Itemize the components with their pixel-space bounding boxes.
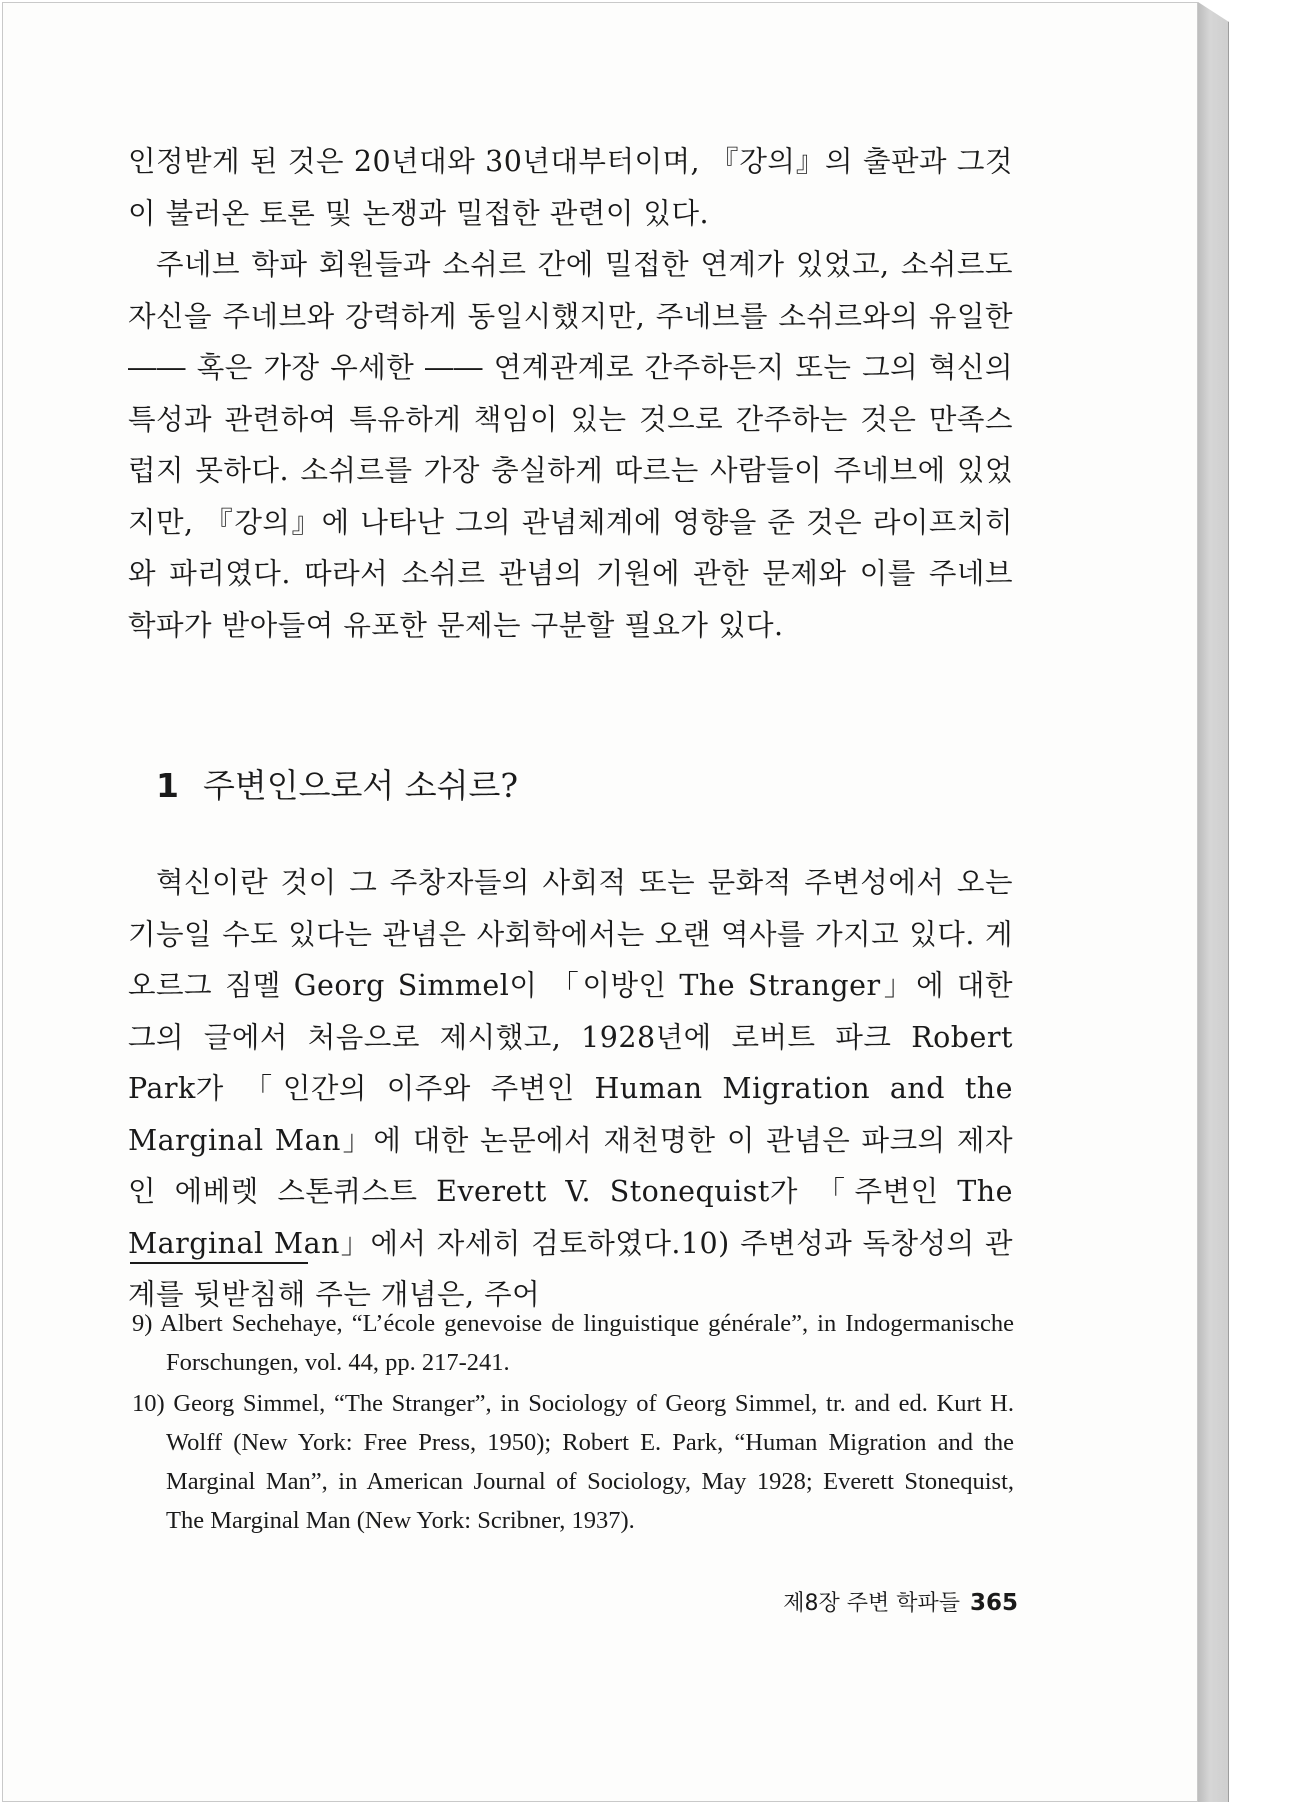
section-title: 주변인으로서 소쉬르? (202, 766, 519, 805)
chapter-title: 제8장 주변 학파들 (783, 1591, 960, 1616)
page-number: 365 (969, 1590, 1018, 1616)
footnote-text: Georg Simmel, “The Stranger”, in Sociology of Georg Simmel, tr. and ed. Kurt H. Wolff (New York: Free Press, 1950); Robert E. Park, “Human Migration and the Marginal Man”, in American Journal of Sociology, May 1928; Everett Stonequist, The Marginal Man (New York: Scribner, 1937). (166, 1390, 1021, 1534)
footnote (132, 1384, 1021, 1540)
running-footer (760, 1586, 1018, 1621)
footnote-text: Albert Sechehaye, “L’école genevoise de linguistique générale”, in Indogermanische Forschungen, vol. 44, pp. 217-241. (160, 1310, 1021, 1376)
footnote-number: 10) (132, 1390, 165, 1417)
page-stack-edge (1198, 2, 1229, 1802)
footnotes (132, 1304, 1021, 1542)
section-body (128, 857, 1013, 1321)
body-paragraph: 혁신이란 것이 그 주창자들의 사회적 또는 문화적 주변성에서 오는 기능일 수도 있다는 관념은 사회학에서는 오랜 역사를 가지고 있다. 게오르그 짐멜 Georg Simmel이 「이방인 The Stranger」에 대한 그의 글에서 처음으로 제시했고, 1928년에 로버트 파크 Robert Park가 「인간의 이주와 주변인 Human Migration and the Marginal Man」에 대한 논문에서 재천명한 이 관념은 파크의 제자인 에베렛 스톤퀴스트 Everett V. Stonequist가 「주변인 The Marginal Man」에서 자세히 검토하였다.10) 주변성과 독창성의 관계를 뒷받침해 주는 개념은, 주어 (128, 866, 1013, 1311)
body-paragraph: 인정받게 된 것은 20년대와 30년대부터이며, 『강의』의 출판과 그것이 불러온 토론 및 논쟁과 밀접한 관련이 있다. (128, 145, 1013, 230)
section-heading (156, 760, 518, 812)
footnote-divider (130, 1262, 308, 1264)
body-text (128, 136, 1013, 651)
footnote-number: 9) (132, 1310, 153, 1337)
body-paragraph: 주네브 학파 회원들과 소쉬르 간에 밀접한 연계가 있었고, 소쉬르도 자신을 주네브와 강력하게 동일시했지만, 주네브를 소쉬르와의 유일한 ―― 혹은 가장 우세한 ―― 연계관계로 간주하든지 또는 그의 혁신의 특성과 관련하여 특유하게 책임이 있는 것으로 간주하는 것은 만족스럽지 못하다. 소쉬르를 가장 충실하게 따르는 사람들이 주네브에 있었지만, 『강의』에 나타난 그의 관념체계에 영향을 준 것은 라이프치히와 파리였다. 따라서 소쉬르 관념의 기원에 관한 문제와 이를 주네브 학파가 받아들여 유포한 문제는 구분할 필요가 있다. (128, 248, 1013, 642)
section-number: 1 (156, 766, 179, 805)
footnote (132, 1304, 1021, 1382)
